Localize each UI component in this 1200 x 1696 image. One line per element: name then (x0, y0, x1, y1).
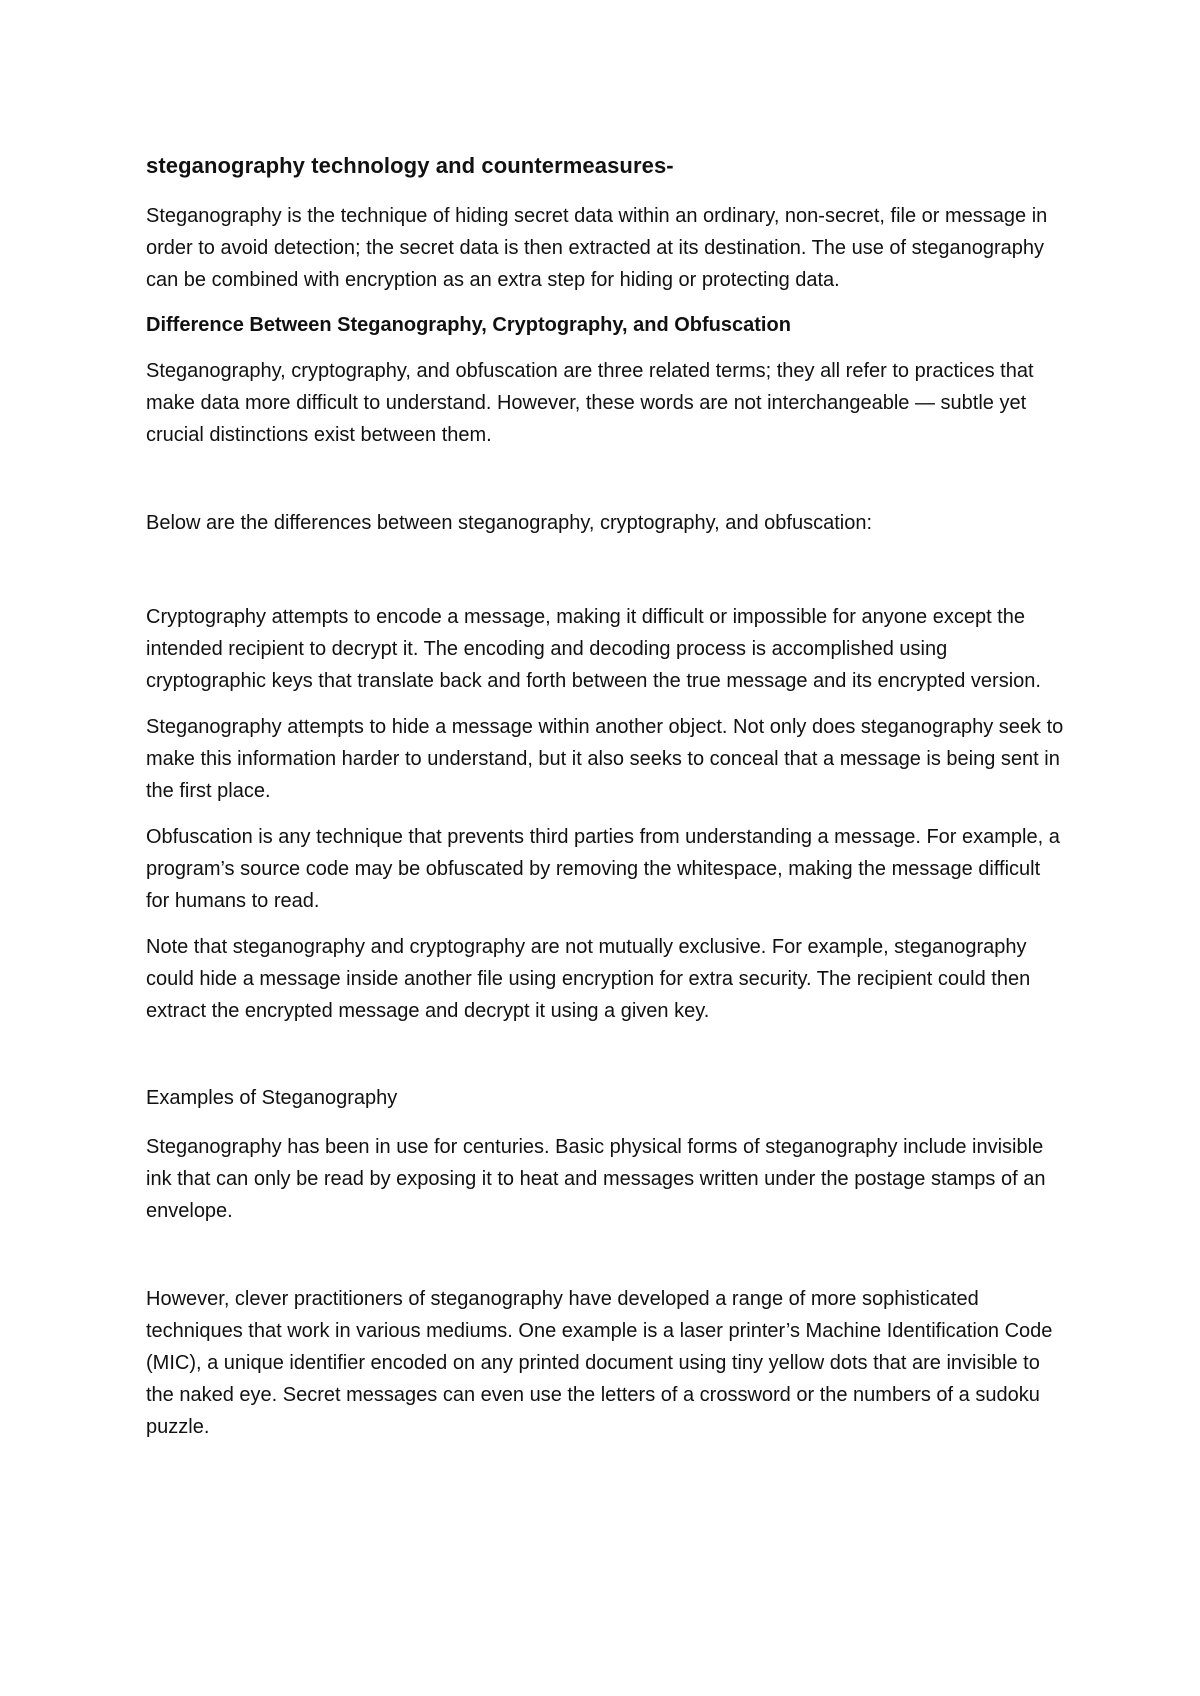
obfuscation-paragraph: Obfuscation is any technique that prevents third parties from understanding a message. For example, a program’s source code may be obfuscated by removing the whitespace, making the message difficult for humans to read. (146, 826, 1060, 912)
difference-intro-paragraph: Steganography, cryptography, and obfuscation are three related terms; they all refer to practices that make data more difficult to understand. However, these words are not interchangeable — subtle yet crucial distinctions exist between them. (146, 360, 1034, 446)
examples-intro-paragraph: Steganography has been in use for centuries. Basic physical forms of steganography include invisible ink that can only be read by exposing it to heat and messages written under the postage stamps of an envelope. (146, 1136, 1046, 1222)
examples-heading: Examples of Steganography (146, 1087, 398, 1109)
steganography-paragraph: Steganography attempts to hide a message within another object. Not only does steganography seek to make this information harder to understand, but it also seeks to conceal that a message is being sent in the first place. (146, 716, 1064, 802)
cryptography-paragraph: Cryptography attempts to encode a message, making it difficult or impossible for anyone except the intended recipient to decrypt it. The encoding and decoding process is accomplished using cryptographic keys that translate back and forth between the true message and its encrypted version. (146, 606, 1041, 692)
examples-more-paragraph: However, clever practitioners of steganography have developed a range of more sophisticated techniques that work in various mediums. One example is a laser printer’s Machine Identification Code (MIC), a unique identifier encoded on any printed document using tiny yellow dots that are invisible to the naked eye. Secret messages can even use the letters of a crossword or the numbers of a sudoku puzzle. (146, 1288, 1053, 1438)
intro-paragraph: Steganography is the technique of hiding secret data within an ordinary, non-secret, file or message in order to avoid detection; the secret data is then extracted at its destination. The use of steganography can be combined with encryption as an extra step for hiding or protecting data. (146, 205, 1048, 291)
difference-heading: Difference Between Steganography, Cryptography, and Obfuscation (146, 314, 791, 336)
note-paragraph: Note that steganography and cryptography are not mutually exclusive. For example, steganography could hide a message inside another file using encryption for extra security. The recipient could then extract the encrypted message and decrypt it using a given key. (146, 936, 1031, 1022)
document-content (146, 150, 1066, 1457)
document-title: steganography technology and countermeasures- (146, 153, 674, 178)
difference-lead-paragraph: Below are the differences between steganography, cryptography, and obfuscation: (146, 512, 873, 534)
